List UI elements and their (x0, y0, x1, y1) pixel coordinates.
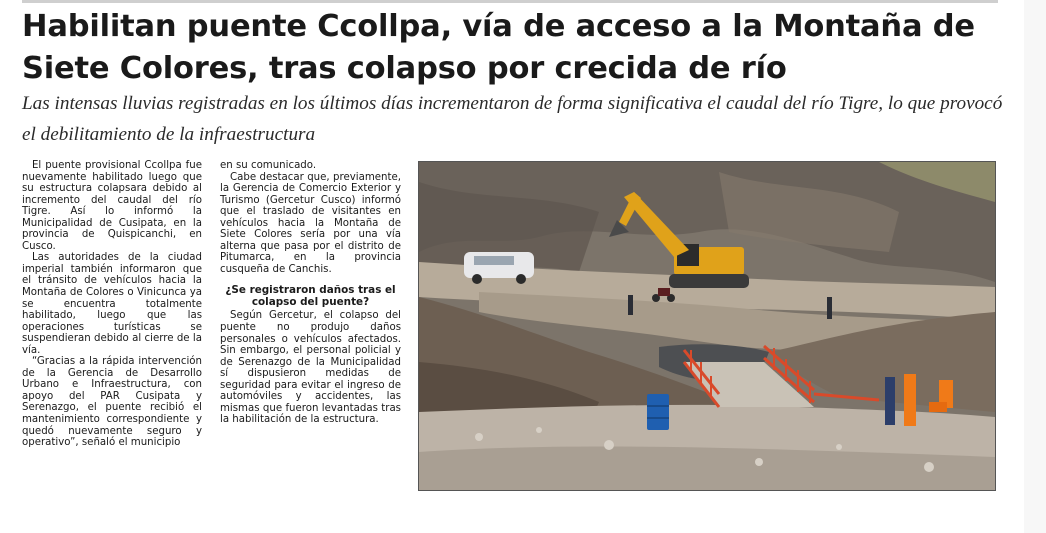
paragraph: Según Gercetur, el colapso del puente no produjo daños personales o vehículos afectados. Sin embargo, el personal policial y de Serenazgo de la Municipalidad sí dispusieron medidas de seguridad para evitar el ingreso de automóviles y accidentes, las mismas que fueron levantadas tras la habilitación de la estructura. (220, 310, 401, 426)
paragraph: El puente provisional Ccollpa fue nuevamente habilitado luego que su estructura colapsara debido al incremento del caudal del río Tigre. Así lo informó la Municipalidad de Cusipata, en la provincia de Quispicanchi, en Cusco. (22, 160, 202, 252)
section-subheading: ¿Se registraron daños tras el colapso del puente? (225, 284, 396, 309)
article-column-2 (220, 160, 401, 426)
top-rule (22, 0, 998, 3)
bridge-repair-illustration (419, 162, 995, 490)
paragraph: Las autoridades de la ciudad imperial también informaron que el tránsito de vehículos hacia la Montaña de Colores o Vinicunca ya se encuentra totalmente habilitado, luego que las operaciones turísticas se suspendieran debido al cierre de la vía. (22, 252, 202, 356)
article-subheadline: Las intensas lluvias registradas en los últimos días incrementaron de forma significativa el caudal del río Tigre, lo que provocó el debilitamiento de la infraestructura (22, 93, 1003, 145)
paragraph: “Gracias a la rápida intervención de la Gerencia de Desarrollo Urbano e Infraestructura, con apoyo del PAR Cusipata y Serenazgo, el puente recibió el mantenimiento correspondiente y quedó nuevamente seguro y operativo”, señaló el municipio (22, 356, 202, 449)
article-photo (418, 161, 996, 491)
paragraph: Cabe destacar que, previamente, la Gerencia de Comercio Exterior y Turismo (Gercetur Cusco) informó que el traslado de visitantes en vehículos hacia la Montaña de Siete Colores sería por una vía alterna que pasa por el distrito de Pitumarca, en la provincia cusqueña de Canchis. (220, 171, 401, 275)
article-headline: Habilitan puente Ccollpa, vía de acceso a la Montaña de Siete Colores, tras colapso por crecida de río (22, 9, 975, 86)
paragraph: en su comunicado. (220, 160, 317, 171)
page-margin (1024, 0, 1046, 533)
article-column-1 (22, 160, 202, 449)
